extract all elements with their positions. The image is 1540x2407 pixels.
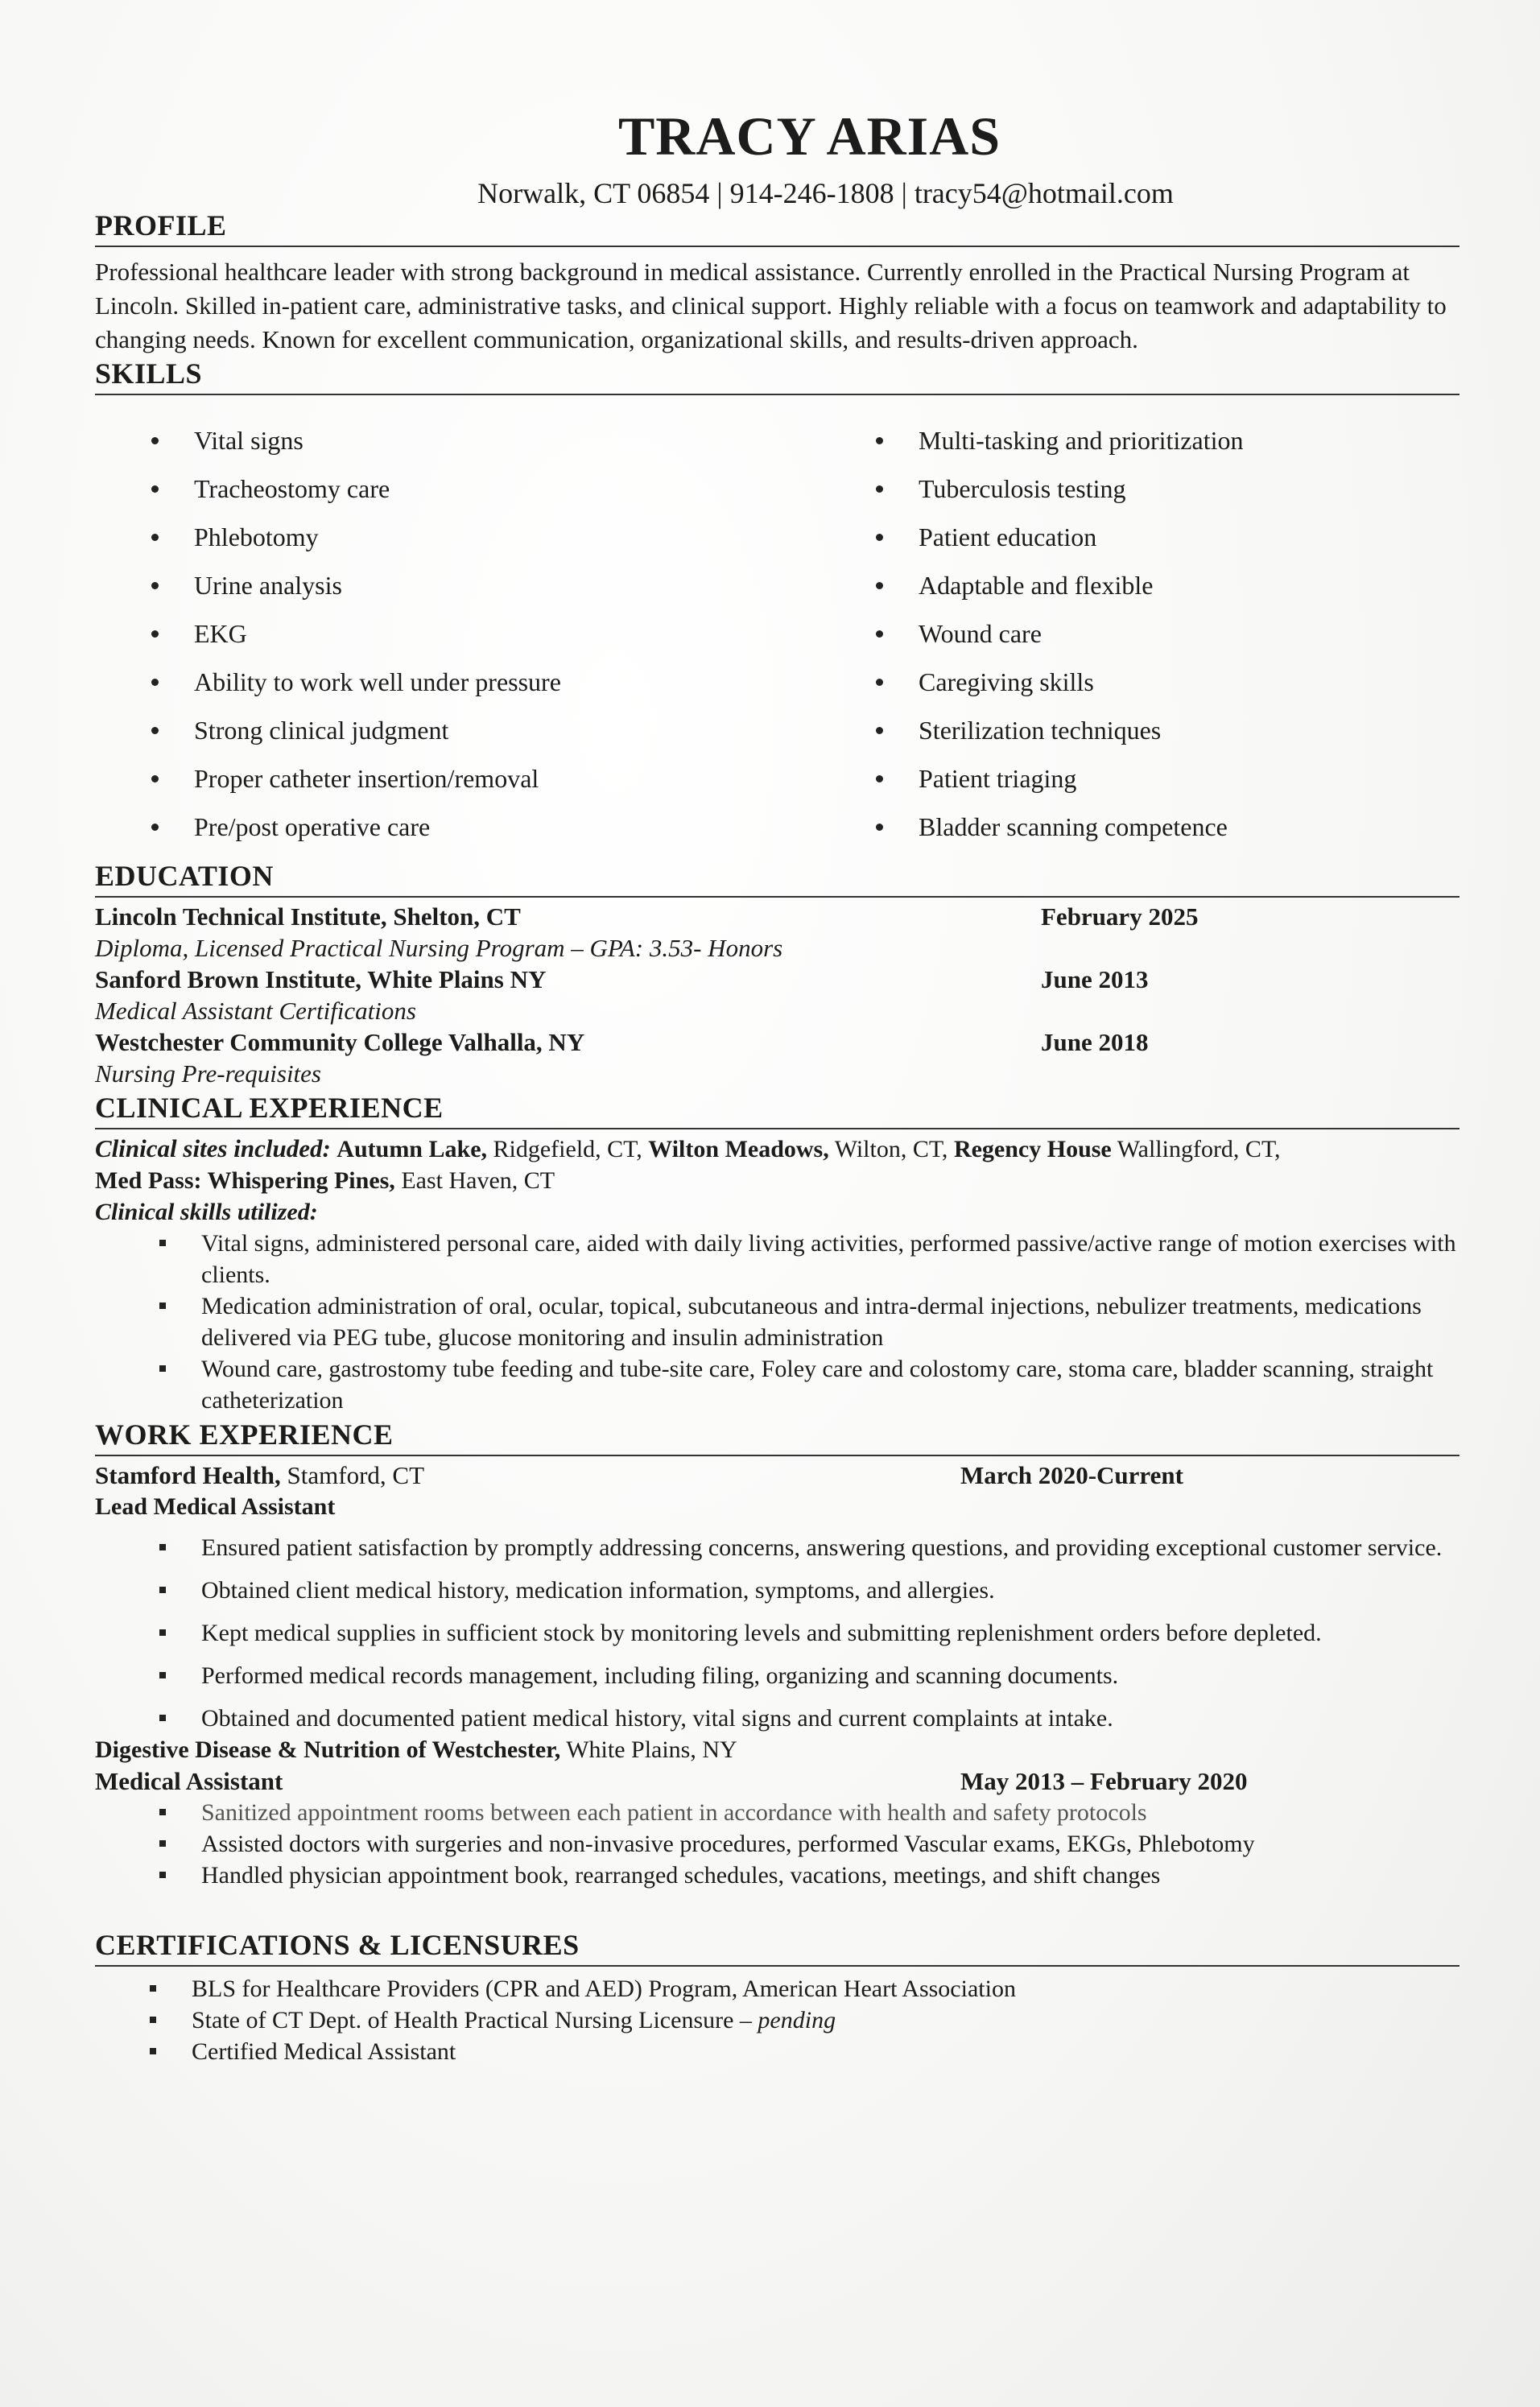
med-pass-location: East Haven, CT (401, 1167, 555, 1194)
bullet-icon (151, 775, 159, 782)
site-name: Wilton Meadows, (648, 1136, 829, 1162)
education-entry (95, 1026, 1459, 1089)
bullet-icon (876, 485, 883, 493)
school-name: Westchester Community College Valhalla, NY (95, 1028, 585, 1056)
bullet-icon (876, 824, 883, 831)
education-entry (95, 901, 1459, 964)
education-entry (95, 964, 1459, 1026)
bullet-icon (151, 437, 159, 444)
bullet-icon (876, 534, 883, 541)
bullet-icon (151, 582, 159, 589)
skill-item: Caregiving skills (876, 658, 1243, 706)
certifications-heading: CERTIFICATIONS & LICENSURES (95, 1928, 1459, 1967)
job-title: Lead Medical Assistant (95, 1493, 336, 1520)
bullet-icon (151, 679, 159, 686)
education-heading: EDUCATION (95, 859, 1459, 898)
square-bullet-icon (159, 1240, 166, 1246)
list-item: Obtained and documented patient medical history, vital signs and current complaints at intake. (159, 1703, 1459, 1734)
school-name: Sanford Brown Institute, White Plains NY (95, 965, 547, 993)
employer-location: Stamford, CT (287, 1461, 425, 1489)
square-bullet-icon (159, 1365, 166, 1372)
square-bullet-icon (159, 1809, 166, 1815)
clinical-heading: CLINICAL EXPERIENCE (95, 1091, 1459, 1129)
bullet-icon (876, 679, 883, 686)
skill-item: Proper catheter insertion/removal (151, 754, 876, 803)
education-date: June 2018 (1041, 1028, 1149, 1056)
site-location: Wilton, CT, (834, 1136, 948, 1162)
education-date: June 2013 (1041, 965, 1149, 993)
site-location: Wallingford, CT, (1117, 1136, 1281, 1162)
profile-heading: PROFILE (95, 208, 1459, 247)
list-item: BLS for Healthcare Providers (CPR and AED) Program, American Heart Association (150, 1973, 1459, 2004)
skill-item: Wound care (876, 609, 1243, 658)
bullet-icon (876, 775, 883, 782)
job-title: Medical Assistant (95, 1767, 283, 1795)
list-item: Certified Medical Assistant (150, 2036, 1459, 2067)
skill-item: Patient education (876, 513, 1243, 561)
education-detail: Nursing Pre-requisites (95, 1059, 321, 1088)
list-item: Medication administration of oral, ocular, topical, subcutaneous and intra-dermal injections, nebulizer treatments, medications delivered via PEG tube, glucose monitoring and insulin administration (159, 1290, 1459, 1353)
square-bullet-icon (159, 1672, 166, 1678)
site-location: Ridgefield, CT, (493, 1136, 642, 1162)
clinical-skills-label: Clinical skills utilized: (95, 1199, 318, 1225)
job-date: May 2013 – February 2020 (960, 1767, 1248, 1795)
list-item: Vital signs, administered personal care, aided with daily living activities, performed passive/active range of motion exercises with clients. (159, 1228, 1459, 1290)
skills-heading: SKILLS (95, 357, 1459, 395)
list-item: State of CT Dept. of Health Practical Nursing Licensure – pending (150, 2004, 1459, 2036)
skill-item: Pre/post operative care (151, 803, 876, 851)
bullet-icon (151, 534, 159, 541)
bullet-icon (876, 727, 883, 734)
bullet-icon (151, 824, 159, 831)
square-bullet-icon (150, 2048, 156, 2054)
list-item: Wound care, gastrostomy tube feeding and tube-site care, Foley care and colostomy care, stoma care, bladder scanning, straight catheterization (159, 1353, 1459, 1416)
bullet-icon (876, 582, 883, 589)
job-header (95, 1734, 1459, 1765)
square-bullet-icon (159, 1715, 166, 1721)
bullet-icon (876, 630, 883, 638)
skill-item: Patient triaging (876, 754, 1243, 803)
candidate-name: TRACY ARIAS (617, 105, 1001, 167)
bullet-icon (151, 630, 159, 638)
bullet-icon (876, 437, 883, 444)
pending-status: pending (758, 2007, 836, 2033)
square-bullet-icon (159, 1587, 166, 1593)
skills-right-column (876, 416, 1243, 851)
certifications-list (95, 1973, 1459, 2067)
list-item: Performed medical records management, including filing, organizing and scanning documents. (159, 1660, 1459, 1691)
skill-item: EKG (151, 609, 876, 658)
skill-item: Multi-tasking and prioritization (876, 416, 1243, 464)
skill-item: Tuberculosis testing (876, 464, 1243, 513)
skill-item: Phlebotomy (151, 513, 876, 561)
med-pass-label: Med Pass: Whispering Pines, (95, 1167, 395, 1194)
clinical-sites-label: Clinical sites included: (95, 1134, 331, 1162)
bullet-icon (151, 727, 159, 734)
square-bullet-icon (150, 2017, 156, 2023)
contact-line: Norwalk, CT 06854 | 914-246-1808 | tracy54@hotmail.com (477, 177, 1174, 209)
skill-item: Sterilization techniques (876, 706, 1243, 754)
list-item: Obtained client medical history, medication information, symptoms, and allergies. (159, 1575, 1459, 1606)
skill-item: Urine analysis (151, 561, 876, 609)
skill-item: Vital signs (151, 416, 876, 464)
skill-item: Bladder scanning competence (876, 803, 1243, 851)
clinical-sites (95, 1133, 1459, 1165)
square-bullet-icon (150, 1985, 156, 1992)
job-duties-list (95, 1532, 1459, 1734)
list-item: Kept medical supplies in sufficient stock by monitoring levels and submitting replenishment orders before depleted. (159, 1617, 1459, 1649)
job-duties-list (95, 1797, 1459, 1891)
square-bullet-icon (159, 1872, 166, 1878)
site-name: Regency House (953, 1136, 1112, 1162)
work-heading: WORK EXPERIENCE (95, 1418, 1459, 1456)
med-pass-line (95, 1165, 1459, 1196)
school-name: Lincoln Technical Institute, Shelton, CT (95, 902, 521, 931)
square-bullet-icon (159, 1303, 166, 1309)
skills-list (95, 416, 1459, 851)
site-name: Autumn Lake, (336, 1136, 488, 1162)
list-item: Assisted doctors with surgeries and non-invasive procedures, performed Vascular exams, EKGs, Phlebotomy (159, 1828, 1459, 1860)
skill-item: Ability to work well under pressure (151, 658, 876, 706)
education-detail: Diploma, Licensed Practical Nursing Program – GPA: 3.53- Honors (95, 934, 783, 962)
square-bullet-icon (159, 1840, 166, 1847)
profile-summary: Professional healthcare leader with strong background in medical assistance. Currently enrolled in the Practical Nursing Program at Lincoln. Skilled in-patient care, administrative tasks, and clinical support. Highly reliable with a focus on teamwork and adaptability to changing needs. Known for excellent communication, organizational skills, and results-driven approach. (95, 258, 1447, 353)
square-bullet-icon (159, 1629, 166, 1636)
job-header (95, 1459, 1459, 1491)
employer-location: White Plains, NY (566, 1736, 737, 1763)
square-bullet-icon (159, 1544, 166, 1550)
list-item: Ensured patient satisfaction by promptly addressing concerns, answering questions, and providing exceptional customer service. (159, 1532, 1459, 1563)
skills-left-column (95, 416, 876, 851)
clinical-skills-list (95, 1228, 1459, 1416)
job-title-row (95, 1765, 1459, 1797)
job-date: March 2020-Current (960, 1461, 1183, 1489)
skill-item: Strong clinical judgment (151, 706, 876, 754)
education-detail: Medical Assistant Certifications (95, 997, 416, 1025)
list-item: Sanitized appointment rooms between each patient in accordance with health and safety protocols (159, 1797, 1459, 1828)
employer-name: Stamford Health, (95, 1461, 281, 1489)
list-item: Handled physician appointment book, rearranged schedules, vacations, meetings, and shift changes (159, 1860, 1459, 1891)
education-date: February 2025 (1041, 902, 1199, 931)
employer-name: Digestive Disease & Nutrition of Westchester, (95, 1736, 561, 1763)
skill-item: Adaptable and flexible (876, 561, 1243, 609)
skill-item: Tracheostomy care (151, 464, 876, 513)
bullet-icon (151, 485, 159, 493)
